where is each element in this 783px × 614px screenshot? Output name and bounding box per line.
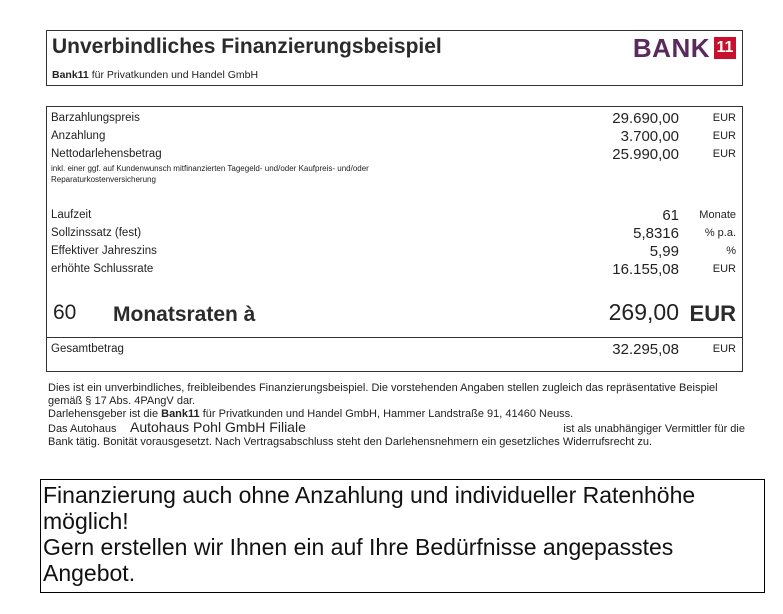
row-value: 16.155,08 (612, 261, 679, 278)
logo-number-badge: 11 (714, 37, 736, 59)
subtitle-rest: für Privatkunden und Handel GmbH (88, 69, 259, 81)
row-final-rate (47, 260, 742, 278)
row-unit: Monate (699, 209, 736, 221)
row-effective-rate (47, 242, 742, 260)
dealer-prefix: Das Autohaus (48, 423, 117, 435)
row-unit: EUR (712, 263, 736, 275)
row-unit: EUR (712, 112, 736, 124)
legal-last-line: Bank tätig. Bonität vorausgesetzt. Nach Vertragsabschluss steht den Darlehensnehmern ein gesetzliches Widerrufsrecht zu. (48, 436, 653, 448)
logo-word: BANK (632, 32, 710, 63)
row-label: Laufzeit (51, 209, 92, 221)
lender-prefix: Darlehensgeber ist die (48, 408, 162, 420)
row-value: 25.990,00 (612, 146, 679, 163)
monthly-rate-row (47, 299, 742, 333)
row-value: 32.295,08 (612, 341, 679, 358)
row-unit: % p.a. (704, 227, 736, 239)
row-label: Sollzinssatz (fest) (51, 227, 142, 239)
rate-unit: EUR (689, 301, 736, 326)
legal-disclaimer (48, 382, 745, 449)
header-box (46, 30, 743, 86)
dealer-name: Autohaus Pohl GmbH Filiale (130, 419, 306, 435)
row-value: 29.690,00 (612, 110, 679, 127)
insurance-note: inkl. einer ggf. auf Kundenwunsch mitfinanzierten Tagegeld- und/oder Kaufpreis- und/oder Reparaturkostenversicherung (51, 164, 369, 184)
dealer-line (48, 421, 745, 436)
financing-details (46, 106, 743, 372)
page-title: Unverbindliches Finanzierungsbeispiel (52, 35, 442, 58)
subtitle-bank-name: Bank11 (52, 69, 89, 81)
row-label: Effektiver Jahreszins (51, 245, 157, 257)
row-label: Nettodarlehensbetrag (51, 148, 162, 160)
promo-line-2: Gern erstellen wir Ihnen ein auf Ihre Bedürfnisse angepasstes Angebot. (43, 534, 674, 586)
dealer-suffix: ist als unabhängiger Vermittler für die (563, 423, 745, 435)
row-down-payment (47, 127, 742, 145)
row-label: Anzahlung (51, 130, 106, 142)
row-borrowing-rate (47, 224, 742, 242)
lender-bank-name: Bank11 (161, 408, 200, 420)
row-unit: EUR (712, 130, 736, 142)
row-unit: % (726, 245, 736, 257)
row-net-loan (47, 145, 742, 163)
bank11-logo (633, 34, 736, 62)
lender-subtitle (52, 69, 258, 81)
row-value: 61 (662, 207, 679, 224)
row-term (47, 206, 742, 224)
row-cash-price (47, 109, 742, 127)
divider (47, 337, 742, 338)
row-value: 3.700,00 (620, 128, 679, 145)
promo-line-1: Finanzierung auch ohne Anzahlung und individueller Ratenhöhe möglich! (43, 482, 696, 534)
row-label: Gesamtbetrag (51, 343, 124, 355)
promo-box (40, 479, 765, 593)
row-total-amount (47, 340, 742, 358)
rate-label: Monatsraten à (113, 303, 256, 326)
row-unit: EUR (712, 343, 736, 355)
row-value: 5,99 (649, 243, 679, 260)
row-unit: EUR (712, 148, 736, 160)
disclaimer-line: Dies ist ein unverbindliches, freibleibendes Finanzierungsbeispiel. Die vorstehenden Angaben stellen zugleich das repräsentative Beispiel gemäß § 17 Abs. 4PAngV dar. (48, 382, 718, 407)
lender-rest: für Privatkunden und Handel GmbH, Hammer Landstraße 91, 41460 Neuss. (199, 408, 574, 420)
rate-amount: 269,00 (608, 299, 679, 325)
row-label: erhöhte Schlussrate (51, 263, 154, 275)
row-value: 5,8316 (633, 225, 679, 242)
row-label: Barzahlungspreis (51, 112, 140, 124)
rate-count: 60 (53, 301, 77, 324)
